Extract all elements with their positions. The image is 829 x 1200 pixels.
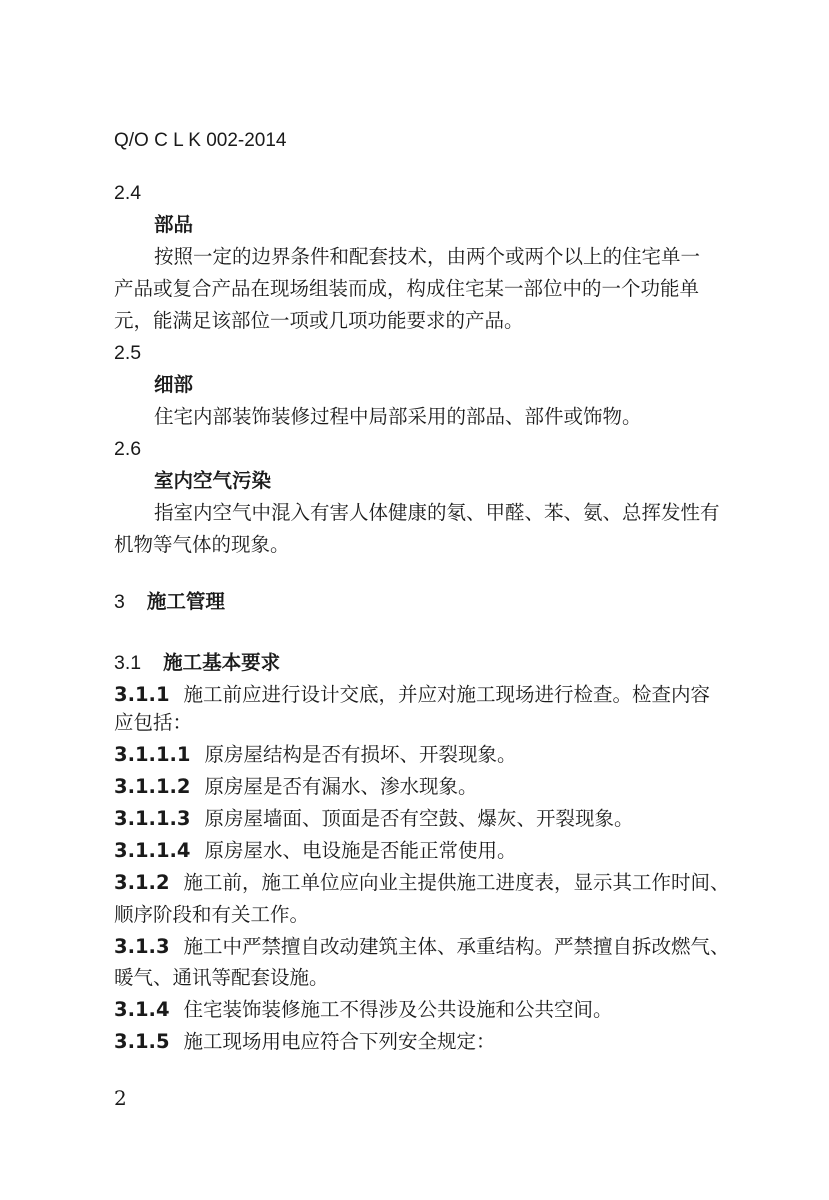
clause-3-1-1-2 (114, 775, 478, 799)
section-number: 3.1 (114, 652, 142, 674)
clause-3-1-1-1 (114, 743, 517, 767)
clause-number: 3.1.5 (114, 1030, 170, 1053)
clause-text: 原房屋是否有漏水、渗水现象。 (204, 775, 478, 798)
definition-line: 住宅内部装饰装修过程中局部采用的部品、部件或饰物。 (154, 405, 642, 428)
document-code: Q/O C L K 002-2014 (114, 130, 287, 151)
term-title-2-4: 部品 (154, 213, 194, 236)
definition-line: 产品或复合产品在现场组装而成，构成住宅某一部位中的一个功能单 (114, 277, 700, 300)
chapter-title: 施工管理 (146, 590, 225, 613)
clause-text: 原房屋墙面、顶面是否有空鼓、爆灰、开裂现象。 (204, 807, 634, 830)
clause-3-1-4 (114, 998, 613, 1022)
definition-line: 机物等气体的现象。 (114, 533, 290, 556)
clause-number-2-6: 2.6 (114, 438, 142, 460)
clause-number: 3.1.1.4 (114, 839, 191, 862)
clause-text: 原房屋结构是否有损坏、开裂现象。 (204, 743, 517, 766)
chapter-number: 3 (114, 591, 125, 613)
clause-number: 3.1.1.1 (114, 743, 191, 766)
clause-3-1-1 (114, 683, 710, 707)
clause-3-1-1-4 (114, 839, 517, 863)
clause-number: 3.1.1.3 (114, 807, 191, 830)
clause-text: 施工中严禁擅自改动建筑主体、承重结构。严禁擅自拆改燃气、 (183, 935, 730, 958)
term-title-2-6: 室内空气污染 (154, 469, 272, 492)
clause-number: 3.1.2 (114, 871, 170, 894)
clause-number: 3.1.3 (114, 935, 170, 958)
clause-continuation: 暖气、通讯等配套设施。 (114, 966, 329, 989)
clause-number: 3.1.4 (114, 998, 170, 1021)
clause-continuation: 应包括： (114, 711, 193, 734)
clause-3-1-3 (114, 935, 730, 959)
clause-text: 住宅装饰装修施工不得涉及公共设施和公共空间。 (183, 998, 613, 1021)
definition-line: 按照一定的边界条件和配套技术，由两个或两个以上的住宅单一 (154, 245, 701, 268)
term-title-2-5: 细部 (154, 373, 194, 396)
definition-line: 元，能满足该部位一项或几项功能要求的产品。 (114, 309, 524, 332)
clause-text: 施工前应进行设计交底，并应对施工现场进行检查。检查内容 (183, 683, 711, 706)
clause-text: 原房屋水、电设施是否能正常使用。 (204, 839, 517, 862)
clause-number-2-5: 2.5 (114, 342, 142, 364)
clause-number: 3.1.1.2 (114, 775, 191, 798)
section-heading-3-1 (114, 651, 280, 675)
clause-3-1-5 (114, 1030, 496, 1054)
clause-3-1-1-3 (114, 807, 634, 831)
clause-text: 施工前，施工单位应向业主提供施工进度表，显示其工作时间、 (183, 871, 730, 894)
page-number: 2 (114, 1086, 127, 1110)
clause-number-2-4: 2.4 (114, 182, 142, 204)
clause-3-1-2 (114, 871, 730, 895)
clause-text: 施工现场用电应符合下列安全规定： (183, 1030, 496, 1053)
clause-number: 3.1.1 (114, 683, 170, 706)
definition-line: 指室内空气中混入有害人体健康的氡、甲醛、苯、氨、总挥发性有 (154, 501, 720, 524)
chapter-heading-3 (114, 590, 225, 614)
section-title: 施工基本要求 (163, 651, 281, 674)
clause-continuation: 顺序阶段和有关工作。 (114, 903, 310, 926)
